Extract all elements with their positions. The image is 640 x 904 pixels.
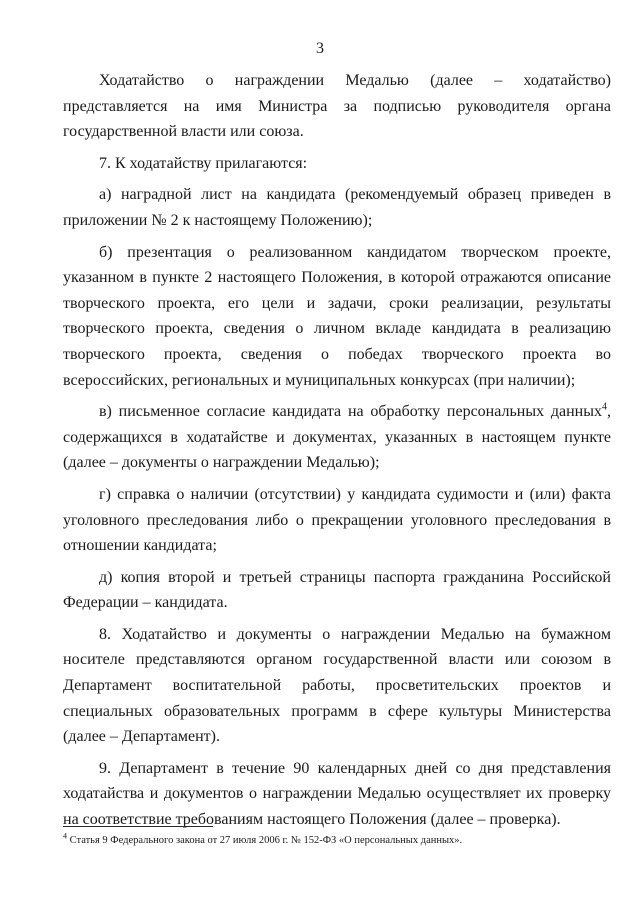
page-number: 3 [316, 40, 324, 57]
footnote-marker: 4 [63, 831, 67, 841]
paragraph-item-g: г) справка о наличии (отсутствии) у кандидата судимости и (или) факта уголовного преследования либо о прекращении уголовного преследования в отношении кандидата; [63, 485, 611, 555]
paragraph-item-b: б) презентация о реализованном кандидатом творческом проекте, указанном в пункте 2 настоящего Положения, в которой отражаются описание творческого проекта, его цели и задачи, сроки реализации, результаты творческого проекта, сведения о личном вкладе кандидата в реализацию творческого проекта, сведения о победах творческого проекта во всероссийских, региональных и муниципальных конкурсах (при наличии); [63, 243, 611, 389]
footnote-reference: 4 [602, 401, 607, 413]
footnote [63, 831, 611, 847]
paragraph-item-a: а) наградной лист на кандидата (рекомендуемый образец приведен в приложении № 2 к настоящему Положению); [63, 186, 611, 229]
paragraph-item-7: 7. К ходатайству прилагаются: [99, 154, 308, 172]
paragraph-item-8: 8. Ходатайство и документы о награждении Медалью на бумажном носителе представляются органом государственной власти или союзом в Департамент воспитательной работы, просветительских проектов и специальных образовательных программ в сфере культуры Министерства (далее – Департамент). [63, 625, 611, 746]
paragraph-intro: Ходатайство о награждении Медалью (далее – ходатайство) представляется на имя Министра за подписью руководителя органа государственной власти или союза. [63, 72, 611, 141]
footnote-divider [63, 826, 213, 827]
paragraph-item-v: в) письменное согласие кандидата на обработку персональных данных$^4$, содержащихся в ходатайстве и документах, указанных в настоящем пункте (далее – документы о награждении Медалью); [63, 401, 611, 472]
paragraph-item-v-continued: содержащихся в ходатайстве и документах, указанных в настоящем пункте (далее – документы о награждении Медалью); [63, 428, 611, 472]
paragraph-item-9: 9. Департамент в течение 90 календарных дней со дня представления ходатайства и документов о награждении Медалью осуществляет их проверку на соответствие требованиям настоящего Положения (далее – проверка). [63, 759, 611, 829]
paragraph-item-v-text: в) письменное согласие кандидата на обработку персональных данных [99, 403, 602, 421]
paragraph-item-d: д) копия второй и третьей страницы паспорта гражданина Российской Федерации – кандидата. [63, 568, 611, 612]
footnote-text: Статья 9 Федерального закона от 27 июля 2006 г. № 152-ФЗ «О персональных данных». [69, 835, 463, 846]
document-body [63, 68, 611, 839]
